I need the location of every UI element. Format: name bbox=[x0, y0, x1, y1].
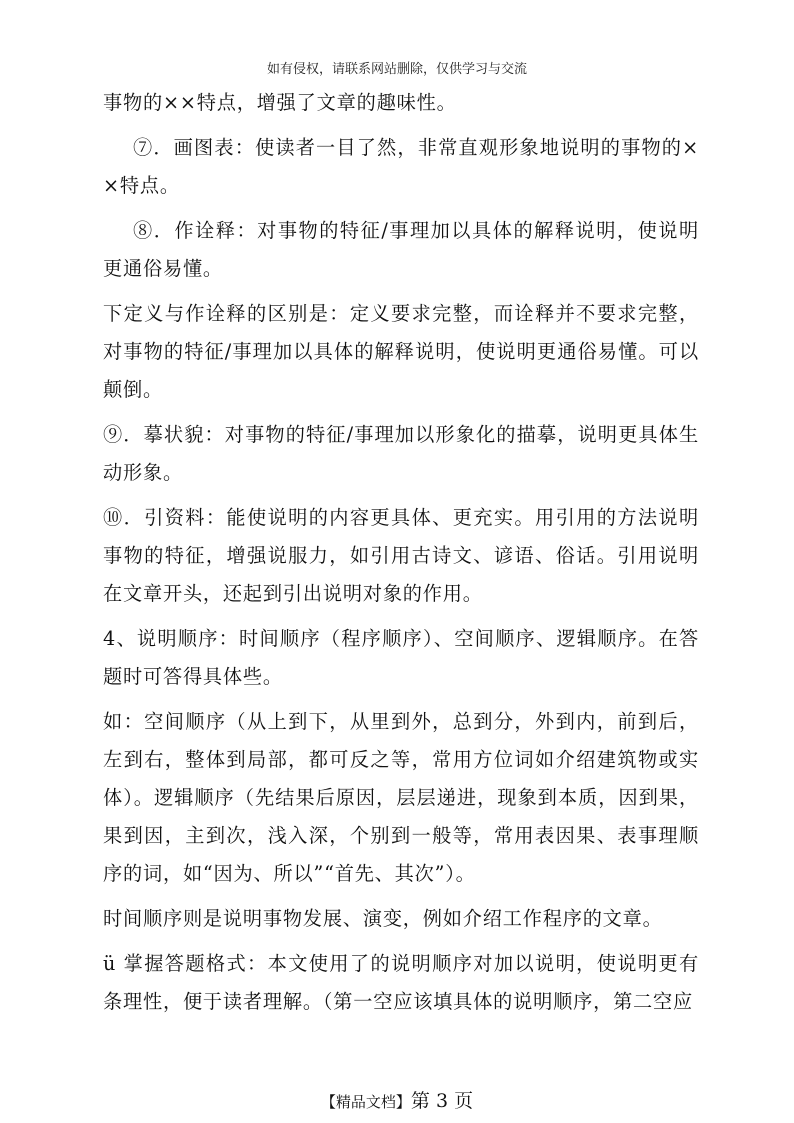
paragraph-continuation: 事物的××特点，增强了文章的趣味性。 bbox=[103, 91, 457, 114]
paragraph-order-examples: 如：空间顺序（从上到下，从里到外，总到分，外到内，前到后，左到右，整体到局部，都可反之等，常用方位词如介绍建筑物或实体）。逻辑顺序（先结果后原因，层层递进，现象到本质，因到果，果到因，主到次，浅入深，个别到一般等，常用表因果、表事理顺序的词，如“因为、所以”“首先、其次”）。 bbox=[103, 710, 699, 885]
paragraph-item-10-citation: ⑩．引资料：能使说明的内容更具体、更充实。用引用的方法说明事物的特征，增强说服力，如引用古诗文、谚语、俗话。引用说明在文章开头，还起到引出说明对象的作用。 bbox=[103, 506, 699, 605]
paragraph-item-7-charts: ⑦．画图表：使读者一目了然，非常直观形象地说明的事物的××特点。 bbox=[103, 136, 699, 197]
paragraph-item-8-explanation: ⑧．作诠释：对事物的特征/事理加以具体的解释说明，使说明更通俗易懂。 bbox=[103, 219, 699, 280]
paragraph-definition-vs-explanation: 下定义与作诠释的区别是：定义要求完整，而诠释并不要求完整，对事物的特征/事理加以具体的解释说明，使说明更通俗易懂。可以颠倒。 bbox=[103, 302, 699, 401]
footer-page-suffix: 页 bbox=[454, 1090, 474, 1112]
paragraph-item-9-description: ⑨．摹状貌：对事物的特征/事理加以形象化的描摹，说明更具体生动形象。 bbox=[103, 423, 699, 484]
paragraph-time-order: 时间顺序则是说明事物发展、演变，例如介绍工作程序的文章。 bbox=[103, 907, 663, 930]
paragraph-answer-format: ü 掌握答题格式：本文使用了的说明顺序对加以说明，使说明更有条理性，便于读者理解。（第一空应该填具体的说明顺序，第二空应 bbox=[103, 952, 699, 1013]
footer-brand: 【精品文档】 bbox=[320, 1093, 411, 1111]
footer-page-prefix: 第 bbox=[410, 1090, 430, 1112]
paragraph-section-4-order: 4、说明顺序：时间顺序（程序顺序）、空间顺序、逻辑顺序。在答题时可答得具体些。 bbox=[103, 627, 699, 688]
page-footer bbox=[0, 1086, 794, 1113]
document-body bbox=[103, 84, 699, 1028]
page-header-notice: 如有侵权，请联系网站删除，仅供学习与交流 bbox=[266, 62, 527, 77]
footer-page-number: 3 bbox=[435, 1090, 449, 1112]
